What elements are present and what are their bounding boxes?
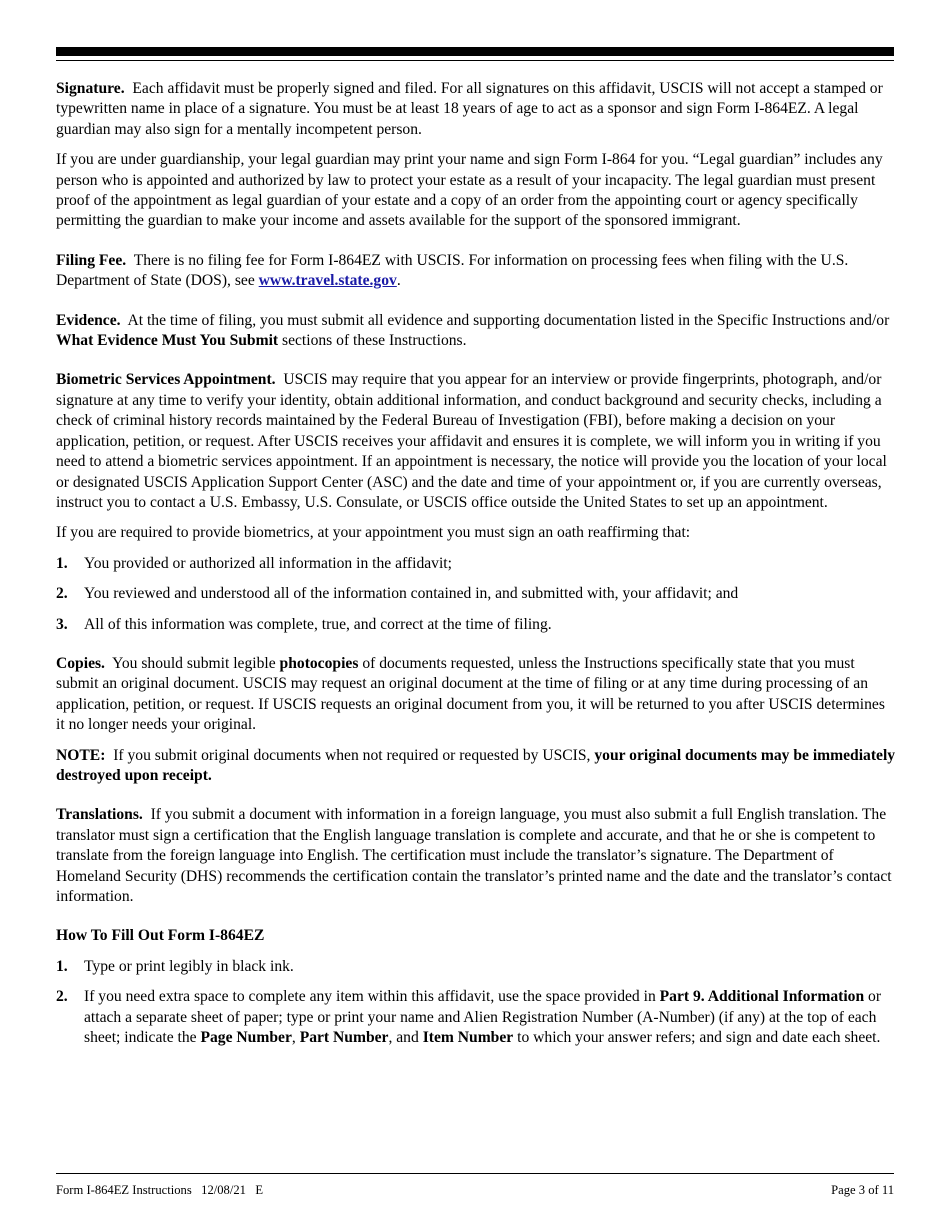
item2-text-i: to which your answer refers; and sign and date each sheet.: [517, 1029, 881, 1047]
item2-text-c: or attach a separate sheet of paper; type or print your name and Alien Registration Number (A-Number) (if any) at the top of each sheet; indicate the: [84, 988, 882, 1047]
list-number: 1.: [56, 554, 68, 572]
biometric-oath-intro: If you are required to provide biometrics, at your appointment you must sign an oath reaffirming that:: [56, 524, 691, 542]
filing-fee-period: .: [396, 272, 401, 290]
item2-bold-part9: Part 9. Additional Information: [659, 988, 865, 1006]
footer-form-id: Form I-864EZ Instructions 12/08/21 E: [56, 1183, 264, 1197]
how-to-heading: [56, 926, 896, 946]
filing-fee-paragraph: [56, 251, 896, 292]
copies-text-1: You should submit legible: [112, 654, 276, 672]
list-text: All of this information was complete, true, and correct at the time of filing.: [84, 615, 552, 633]
item2-bold-page-number: Page Number: [200, 1029, 292, 1047]
evidence-bold-text: What Evidence Must You Submit: [56, 332, 279, 350]
item2-bold-item-number: Item Number: [422, 1029, 514, 1047]
list-text: [84, 987, 896, 1048]
evidence-text-1: At the time of filing, you must submit all evidence and supporting documentation listed in the Specific Instructions and/or: [127, 311, 890, 329]
item2-and: , and: [388, 1029, 419, 1047]
list-number: 2.: [56, 988, 68, 1006]
item2-bold-part-number: Part Number: [299, 1029, 389, 1047]
biometric-heading: Biometric Services Appointment.: [56, 371, 276, 389]
filing-fee-text: There is no filing fee for Form I-864EZ with USCIS. For information on processing fees when filing with the U.S. Department of State (DOS), see: [56, 251, 849, 290]
list-number: 3.: [56, 615, 68, 633]
copies-note: [56, 746, 896, 787]
list-item: [56, 554, 896, 574]
footer-rule: [56, 1173, 894, 1174]
footer-page-number: Page 3 of 11: [831, 1183, 894, 1197]
copies-heading: Copies.: [56, 654, 105, 672]
header-thin-rule: [56, 60, 894, 61]
list-text: Type or print legibly in black ink.: [84, 957, 294, 975]
note-text: If you submit original documents when not required or requested by USCIS,: [113, 746, 591, 764]
evidence-paragraph: [56, 311, 896, 352]
copies-paragraph: [56, 654, 896, 736]
translations-paragraph: [56, 805, 896, 907]
list-number: 1.: [56, 957, 68, 975]
signature-paragraph: [56, 79, 896, 140]
list-item: [56, 615, 896, 635]
copies-text-2: of documents requested, unless the Instructions specifically state that you must submit an original document. USCIS may request an original document at the time of filing or at any time during processing of an application, petition, or request. If USCIS requests an original document from you, it will be returned to you after USCIS determines it no longer needs your original.: [56, 654, 885, 734]
signature-text: Each affidavit must be properly signed and filed. For all signatures on this affidavit, USCIS will not accept a stamped or typewritten name in place of a signature. You must be at least 18 years of age to act as a sponsor and sign Form I-864EZ. A legal guardian may also sign for a mentally incompetent person.: [56, 80, 883, 138]
list-text: You reviewed and understood all of the information contained in, and submitted with, your affidavit; and: [84, 585, 739, 603]
biometric-paragraph: [56, 370, 896, 513]
evidence-heading: Evidence.: [56, 311, 121, 329]
biometric-text: USCIS may require that you appear for an interview or provide fingerprints, photograph, and/or signature at any time to verify your identity, obtain additional information, and conduct background and security checks, including a check of criminal history records maintained by the Federal Bureau of Investigation (FBI), before making a decision on your application, petition, or request. After USCIS receives your affidavit and ensures it is complete, we will inform you in writing if you need to attend a biometric services appointment. If an appointment is necessary, the notice will provide you the location of your local or designated USCIS Application Support Center (ASC) and the date and time of your appointment or, if you are currently overseas, instruct you to contact a U.S. Embassy, U.S. Consulate, or USCIS office outside the United States to set up an appointment.: [56, 371, 887, 511]
travel-state-gov-link[interactable]: www.travel.state.gov: [258, 272, 397, 290]
list-text: You provided or authorized all information in the affidavit;: [84, 554, 452, 572]
header-thick-rule: [56, 47, 894, 56]
note-bold-text: your original documents may be immediately destroyed upon receipt.: [56, 746, 896, 784]
item2-comma: ,: [291, 1029, 296, 1047]
signature-heading: Signature.: [56, 80, 125, 97]
translations-heading: Translations.: [56, 806, 143, 824]
copies-bold-text: photocopies: [279, 654, 359, 672]
evidence-text-2: sections of these Instructions.: [282, 332, 467, 350]
list-item: [56, 987, 896, 1048]
list-number: 2.: [56, 585, 68, 603]
filing-fee-heading: Filing Fee.: [56, 251, 127, 269]
list-item: [56, 584, 896, 604]
how-to-heading-text: How To Fill Out Form I-864EZ: [56, 927, 265, 945]
note-label: NOTE:: [56, 746, 106, 764]
list-item: [56, 957, 896, 977]
document-body: [56, 79, 896, 1048]
item2-text-a: If you need extra space to complete any item within this affidavit, use the space provided in: [84, 988, 656, 1006]
translations-text: If you submit a document with information in a foreign language, you must also submit a full English translation. The translator must sign a certification that the English language translation is complete and accurate, and that he or she is competent to translate from the foreign language into English. The certification must include the translator’s signature. The Department of Homeland Security (DHS) recommends the certification contain the translator’s printed name and the date and the translator’s contact information.: [56, 806, 892, 905]
guardianship-paragraph: If you are under guardianship, your legal guardian may print your name and sign Form I-864 for you. “Legal guardian” includes any person who is appointed and authorized by law to protect your estate as a result of your incapacity. The legal guardian must present proof of the appointment as legal guardian of your estate and a copy of an order from the appointing court or agency specifically permitting the guardian to make your income and assets available for the support of the sponsored immigrant.: [56, 151, 883, 230]
